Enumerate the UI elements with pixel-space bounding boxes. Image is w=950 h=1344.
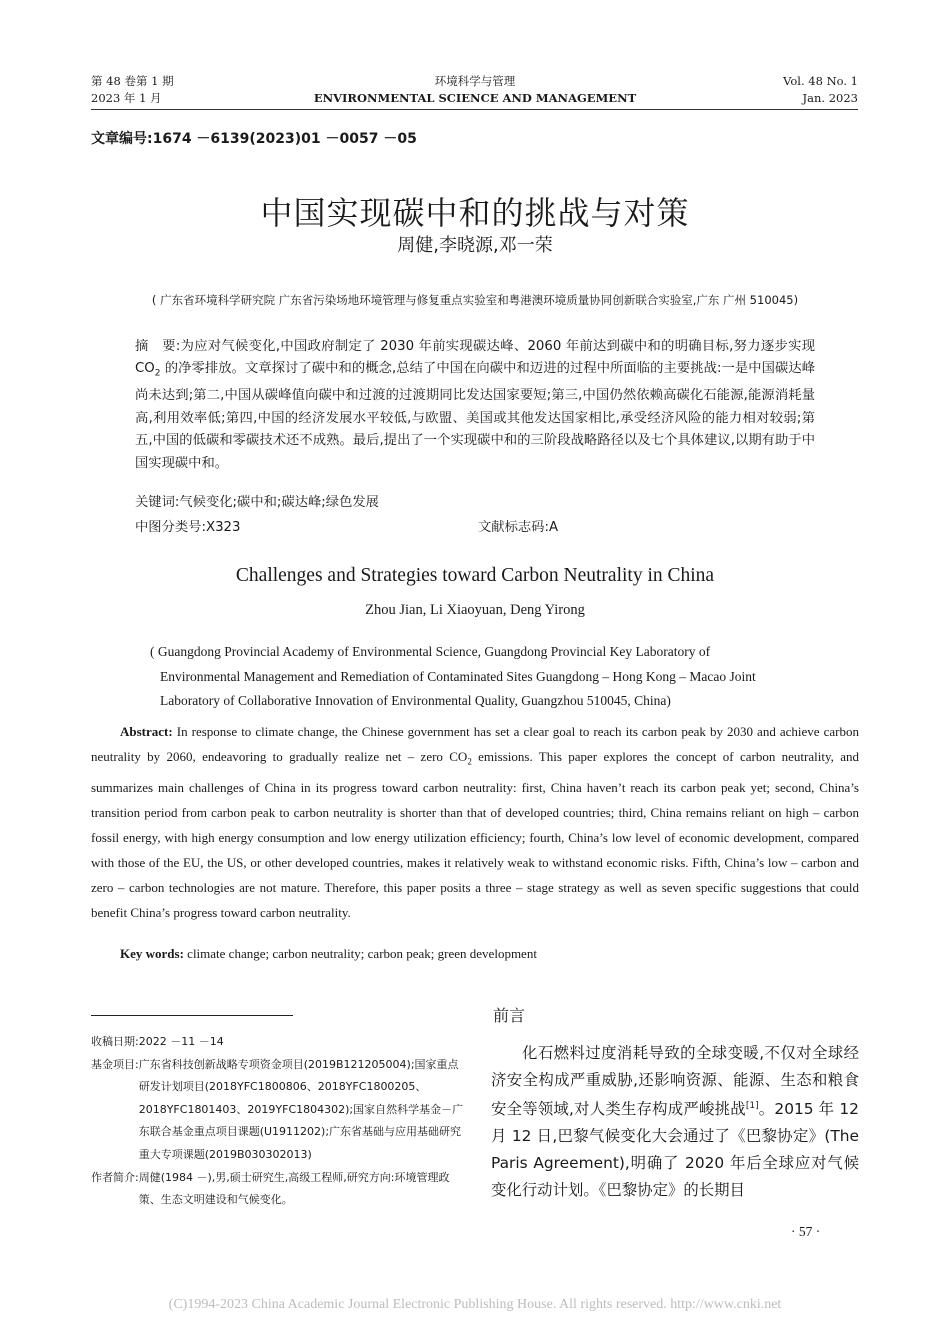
subscript-2: 2 — [154, 369, 161, 380]
article-number: 文章编号:1674 －6139(2023)01 －0057 －05 — [91, 131, 417, 147]
keywords-text-en: climate change; carbon neutrality; carbon peak; green development — [183, 946, 537, 961]
abstract-text-en-2: emissions. This paper explores the concept of carbon neutrality, and summarizes main challenges of China in its progress toward carbon neutrality: first, China haven’t reach its carbon peak yet; second, China’s transition period from carbon peak to carbon neutrality is shorter than that of developed countries; third, China remains reliant on high – carbon fossil energy, with high energy consumption and low energy utilization efficiency; fourth, China’s low level of economic development, compared with those of the EU, the US, or other developed countries, makes it relatively weak to withstand economic risks. Fifth, China’s low – carbon and zero – carbon technologies are not mature. Therefore, this paper posits a three – stage strategy as well as seven specific suggestions that could benefit China’s progress toward carbon neutrality. — [91, 749, 859, 920]
header-divider — [91, 109, 858, 110]
issue-date: 2023 年 1 月 — [91, 91, 162, 105]
fund-value: 广东省科技创新战略专项资金项目(2019B121205004);国家重点研发计划项目(2018YFC1800806、2018YFC1800205、2018YFC1801403、2019YFC1804302);国家自然科学基金－广东联合基金重点项目课题(U1911202);广东省基础与应用基础研究重大专项课题(2019B030302013) — [138, 1057, 464, 1161]
fund-label: 基金项目: — [91, 1057, 139, 1071]
clc-number — [135, 516, 240, 535]
abstract-text-cn-2: 的净零排放。文章探讨了碳中和的概念,总结了中国在向碳中和迈进的过程中所面临的主要挑战:一是中国碳达峰尚未达到;第二,中国从碳峰值向碳中和过渡的过渡期同比发达国家要短;第三,中国仍然依赖高碳化石能源,能源消耗量高,利用效率低;第四,中国的经济发展水平较低,与欧盟、美国或其他发达国家相比,承受经济风险的能力相对较弱;第五,中国的低碳和零碳技术还不成熟。最后,提出了一个实现碳中和的三阶段战略路径以及七个具体建议,以期有助于中国实现碳中和。 — [135, 361, 815, 471]
copyright-footer: (C)1994-2023 China Academic Journal Electronic Publishing House. All rights reserved. http://www.cnki.net — [168, 1297, 782, 1312]
page-number: · 57 · — [791, 1224, 821, 1239]
journal-issue-info-en — [783, 73, 858, 107]
issue-date-en: Jan. 2023 — [802, 91, 858, 105]
abstract-en — [91, 719, 859, 925]
subscript-2-en: 2 — [467, 756, 472, 767]
author-bio — [91, 1167, 466, 1212]
authors-en: Zhou Jian, Li Xiaoyuan, Deng Yirong — [365, 602, 585, 618]
abstract-label-en: Abstract: — [120, 724, 173, 739]
citation-ref[interactable]: [1] — [745, 1101, 759, 1112]
keywords-label-en: Key words: — [120, 946, 184, 961]
received-label: 收稿日期: — [91, 1035, 139, 1048]
footnote-divider — [91, 1015, 293, 1016]
affiliation-en-line-2: Environmental Management and Remediation of Contaminated Sites Guangdong – Hong Kong – Macao Joint — [160, 668, 756, 684]
abstract-text-cn-1: 为应对气候变化,中国政府制定了 2030 年前实现碳达峰、2060 年前达到碳中和的明确目标,努力逐步实现 CO — [135, 339, 816, 377]
abstract-text-en-1: In response to climate change, the Chinese government has set a clear goal to reach its carbon peak by 2030 and achieve carbon neutrality by 2060, endeavoring to gradually realize net – zero CO — [91, 724, 859, 764]
keywords-label-cn: 关键词: — [135, 495, 180, 510]
affiliation-en-line-3: Laboratory of Collaborative Innovation of Environmental Quality, Guangzhou 510045, China) — [160, 693, 671, 708]
received-date — [91, 1031, 466, 1054]
keywords-cn — [135, 491, 379, 510]
journal-name-cn: 环境科学与管理 — [434, 74, 516, 88]
doc-code-label: 文献标志码: — [478, 520, 549, 535]
affiliation-en-line-1: ( Guangdong Provincial Academy of Environmental Science, Guangdong Provincial Key Laboratory of — [150, 644, 711, 659]
footnotes — [91, 1031, 466, 1212]
intro-paragraph — [491, 1040, 859, 1203]
fund-info — [91, 1054, 466, 1167]
abstract-cn — [135, 336, 815, 475]
keywords-en — [120, 946, 537, 962]
abstract-label-cn: 摘 要: — [135, 339, 181, 354]
keywords-text-cn: 气候变化;碳中和;碳达峰;绿色发展 — [179, 495, 379, 510]
received-value: 2022 －11 －14 — [138, 1035, 224, 1048]
affiliation-cn: ( 广东省环境科学研究院 广东省污染场地环境管理与修复重点实验室和粤港澳环境质量协同创新联合实验室,广东 广州 510045) — [151, 293, 799, 307]
author-bio-label: 作者简介: — [91, 1170, 139, 1184]
intro-text-1: 化石燃料过度消耗导致的全球变暖,不仅对全球经济安全构成严重威胁,还影响资源、能源、生态和粮食安全等领域,对人类生存构成严峻挑战 — [491, 1044, 859, 1119]
volume-issue-en: Vol. 48 No. 1 — [783, 74, 858, 88]
journal-name-en: ENVIRONMENTAL SCIENCE AND MANAGEMENT — [313, 91, 637, 105]
volume-issue: 第 48 卷第 1 期 — [91, 74, 174, 88]
doc-code-value: A — [548, 520, 559, 535]
affiliation-en — [150, 640, 756, 714]
clc-value: X323 — [205, 520, 241, 535]
paper-title-en: Challenges and Strategies toward Carbon Neutrality in China — [235, 565, 715, 586]
author-bio-value: 周健(1984 －),男,硕士研究生,高级工程师,研究方向:环境管理政策、生态文明建设和气候变化。 — [138, 1170, 450, 1207]
paper-title-cn: 中国实现碳中和的挑战与对策 — [260, 194, 690, 232]
clc-label: 中图分类号: — [135, 520, 206, 535]
document-code — [478, 516, 558, 535]
intro-text-2: 。2015 年 12 月 12 日,巴黎气候变化大会通过了《巴黎协定》(The Paris Agreement),明确了 2020 年后全球应对气候变化行动计划。《巴黎协定》的长期目 — [491, 1100, 859, 1199]
section-heading-intro: 前言 — [493, 1006, 526, 1025]
authors-cn: 周健,李晓源,邓一荣 — [397, 235, 553, 256]
